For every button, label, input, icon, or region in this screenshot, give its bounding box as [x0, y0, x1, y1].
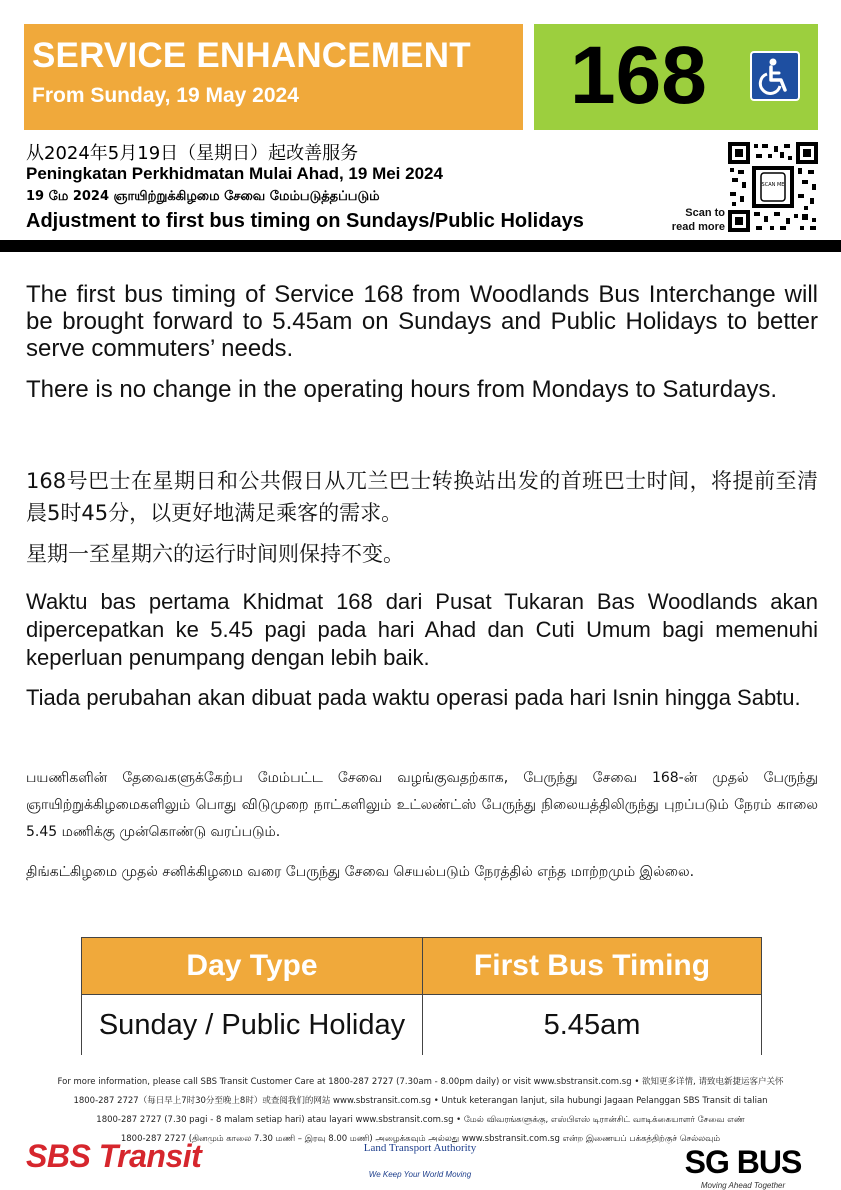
english-paragraph-2: There is no change in the operating hours from Mondays to Saturdays.	[26, 376, 778, 403]
table-header-first-bus: First Bus Timing	[422, 938, 761, 994]
heading-tamil: 19 மே 2024 ஞாயிற்றுக்கிழமை சேவை மேம்படுத்தப்படும்	[26, 189, 380, 204]
timing-table	[81, 937, 762, 1055]
divider	[0, 240, 841, 252]
lta-logo: Land Transport Authority We Keep Your World Moving	[363, 1142, 477, 1179]
table-cell-time: 5.45am	[422, 994, 761, 1055]
page-title: SERVICE ENHANCEMENT	[32, 36, 471, 75]
chinese-paragraph-1: 168号巴士在星期日和公共假日从兀兰巴士转换站出发的首班巴士时间，将提前至清晨5时45分，以更好地满足乘客的需求。	[26, 469, 818, 525]
heading-chinese: 从2024年5月19日（星期日）起改善服务	[26, 143, 359, 164]
header-banner	[24, 24, 523, 130]
tamil-paragraph-2: திங்கட்கிழமை முதல் சனிக்கிழமை வரை பேருந்து சேவை செயல்படும் நேரத்தில் எந்த மாற்றமும் இல்லை.	[26, 864, 695, 880]
footer-line-1: For more information, please call SBS Transit Customer Care at 1800-287 2727 (7.30am - 8.00pm daily) or visit www.sbstransit.com.sg • 欲知更多详情, 请致电新捷运客户关怀	[57, 1077, 784, 1087]
heading-english: Adjustment to first bus timing on Sundays/Public Holidays	[26, 210, 584, 232]
scan-label: Scan to read more	[671, 207, 725, 233]
service-number-box	[534, 24, 818, 130]
sgbus-logo: SG BUS Moving Ahead Together	[684, 1144, 802, 1190]
wheelchair-icon	[750, 51, 800, 101]
tamil-paragraph-1: பயணிகளின் தேவைகளுக்கேற்ப மேம்பட்ட சேவை வழங்குவதற்காக, பேருந்து சேவை 168-ன் முதல் பேருந்து ஞாயிற்றுக்கிழமைகளிலும் பொது விடுமுறை நாட்களிலும் உட்லண்ட்ஸ் பேருந்து நிலையத்திலிருந்து புறப்படும் நேரம் காலை 5.45 மணிக்கு முன்கொண்டு வரப்படும்.	[26, 770, 818, 840]
malay-paragraph-2: Tiada perubahan akan dibuat pada waktu operasi pada hari Isnin hingga Sabtu.	[26, 685, 801, 710]
footer-line-4: 1800-287 2727 (தினமும் காலை 7.30 மணி – இரவு 8.00 மணி) அழைக்கவும் அல்லது www.sbstransit.com.sg என்ற இணையப் பக்கத்திற்குச் செல்லவும்	[120, 1134, 721, 1144]
table-header-day-type: Day Type	[82, 938, 422, 994]
chinese-paragraph-2: 星期一至星期六的运行时间则保持不变。	[26, 542, 404, 566]
scan-me-text: SCAN ME	[761, 182, 785, 188]
english-paragraph-1: The first bus timing of Service 168 from Woodlands Bus Interchange will be brought forward to 5.45am on Sundays and Public Holidays to better serve commuters’ needs.	[26, 281, 818, 362]
effective-date: From Sunday, 19 May 2024	[32, 84, 299, 107]
table-cell-day: Sunday / Public Holiday	[82, 994, 422, 1055]
malay-paragraph-1: Waktu bas pertama Khidmat 168 dari Pusat Tukaran Bas Woodlands akan dipercepatkan ke 5.45 pagi pada hari Ahad dan Cuti Umum bagi memenuhi keperluan penumpang dengan lebih baik.	[26, 589, 818, 670]
footer-line-3: 1800-287 2727 (7.30 pagi - 8 malam setiap hari) atau layari www.sbstransit.com.sg • மேல் விவரங்களுக்கு, எஸ்பிஎஸ் டிரான்சிட் வாடிக்கையாளர் சேவை எண்	[96, 1115, 745, 1125]
heading-malay: Peningkatan Perkhidmatan Mulai Ahad, 19 Mei 2024	[26, 164, 443, 183]
sbs-transit-logo: SBS Transit	[26, 1138, 202, 1174]
qr-code[interactable]	[728, 142, 818, 232]
footer-line-2: 1800-287 2727（每日早上7时30分至晚上8时）或查阅我们的网站 www.sbstransit.com.sg • Untuk keterangan lanjut, sila hubungi Jagaan Pelanggan SBS Transit di talian	[73, 1096, 768, 1106]
service-number: 168	[570, 30, 707, 121]
